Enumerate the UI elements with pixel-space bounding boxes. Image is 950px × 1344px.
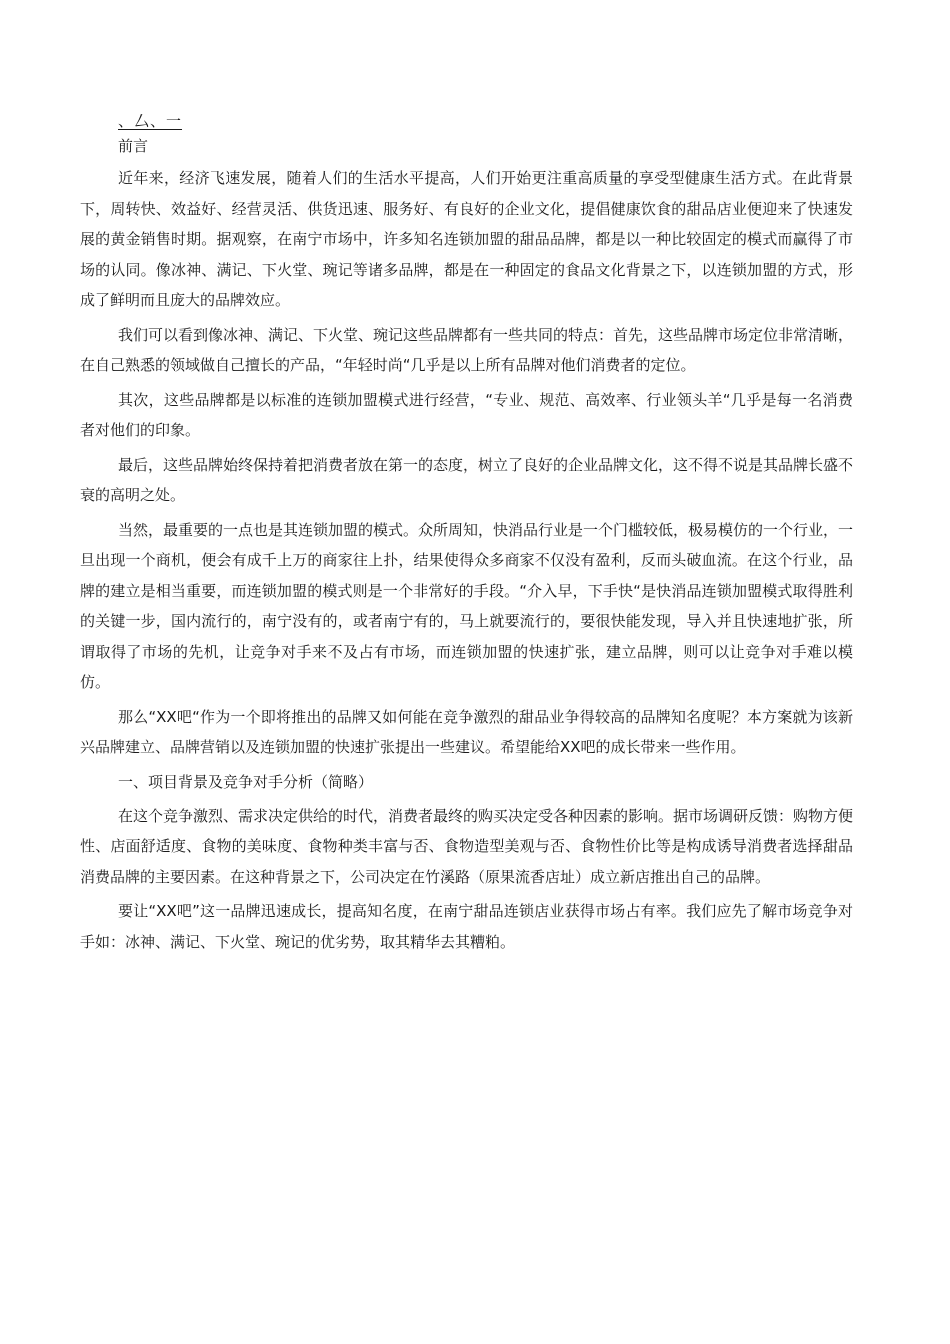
header-mark: 、厶、一: [118, 112, 183, 130]
paragraph-intro-3: 其次，这些品牌都是以标准的连锁加盟模式进行经营，“专业、规范、高效率、行业领头羊“几乎是每一名消费者对他们的印象。: [80, 390, 853, 439]
paragraph-section1-1: 在这个竞争激烈、需求决定供给的时代，消费者最终的购买决定受各种因素的影响。据市场调研反馈：购物方便性、店面舒适度、食物的美味度、食物种类丰富与否、食物造型美观与否、食物性价比等是构成诱导消费者选择甜品消费品牌的主要因素。在这种背景之下，公司决定在竹溪路（原果流香店址）成立新店推出自己的品牌。: [80, 806, 854, 886]
paragraph-intro-4: 最后，这些品牌始终保持着把消费者放在第一的态度，树立了良好的企业品牌文化，这不得不说是其品牌长盛不衰的高明之处。: [80, 455, 854, 504]
paragraph-section1-2: 要让“XX吧”这一品牌迅速成长，提高知名度，在南宁甜品连锁店业获得市场占有率。我们应先了解市场竞争对手如：冰神、满记、下火堂、琬记的优劣势，取其精华去其糟粕。: [80, 902, 853, 951]
document-body: [80, 107, 853, 961]
section-1-title: 一、项目背景及竞争对手分析（简略）: [118, 772, 374, 791]
paragraph-intro-5: 当然，最重要的一点也是其连锁加盟的模式。众所周知，快消品行业是一个门槛较低，极易模仿的一个行业，一旦出现一个商机，便会有成千上万的商家往上扑，结果使得众多商家不仅没有盈利，反而头破血流。在这个行业，品牌的建立是相当重要，而连锁加盟的模式则是一个非常好的手段。“介入早，下手快“是快消品连锁加盟模式取得胜利的关键一步，国内流行的，南宁没有的，或者南宁有的，马上就要流行的，要很快能发现，导入并且快速地扩张，所谓取得了市场的先机，让竞争对手来不及占有市场，而连锁加盟的快速扩张，建立品牌，则可以让竞争对手难以模仿。: [80, 520, 854, 691]
paragraph-intro-6: 那么“XX吧“作为一个即将推出的品牌又如何能在竞争激烈的甜品业争得较高的品牌知名度呢？本方案就为该新兴品牌建立、品牌营销以及连锁加盟的快速扩张提出一些建议。希望能给XX吧的成长带来一些作用。: [80, 707, 853, 756]
paragraph-intro-2: 我们可以看到像冰神、满记、下火堂、琬记这些品牌都有一些共同的特点：首先，这些品牌市场定位非常清晰，在自己熟悉的领域做自己擅长的产品，“年轻时尚“几乎是以上所有品牌对他们消费者的定位。: [80, 325, 854, 374]
paragraph-intro-1: 近年来，经济飞速发展，随着人们的生活水平提高，人们开始更注重高质量的享受型健康生活方式。在此背景下，周转快、效益好、经营灵活、供货迅速、服务好、有良好的企业文化，提倡健康饮食的甜品店业便迎来了快速发展的黄金销售时期。据观察，在南宁市场中，许多知名连锁加盟的甜品品牌，都是以一种比较固定的模式而赢得了市场的认同。像冰神、满记、下火堂、琬记等诸多品牌，都是在一种固定的食品文化背景之下，以连锁加盟的方式，形成了鲜明而且庞大的品牌效应。: [80, 169, 853, 309]
preface-title: 前言: [118, 137, 149, 155]
